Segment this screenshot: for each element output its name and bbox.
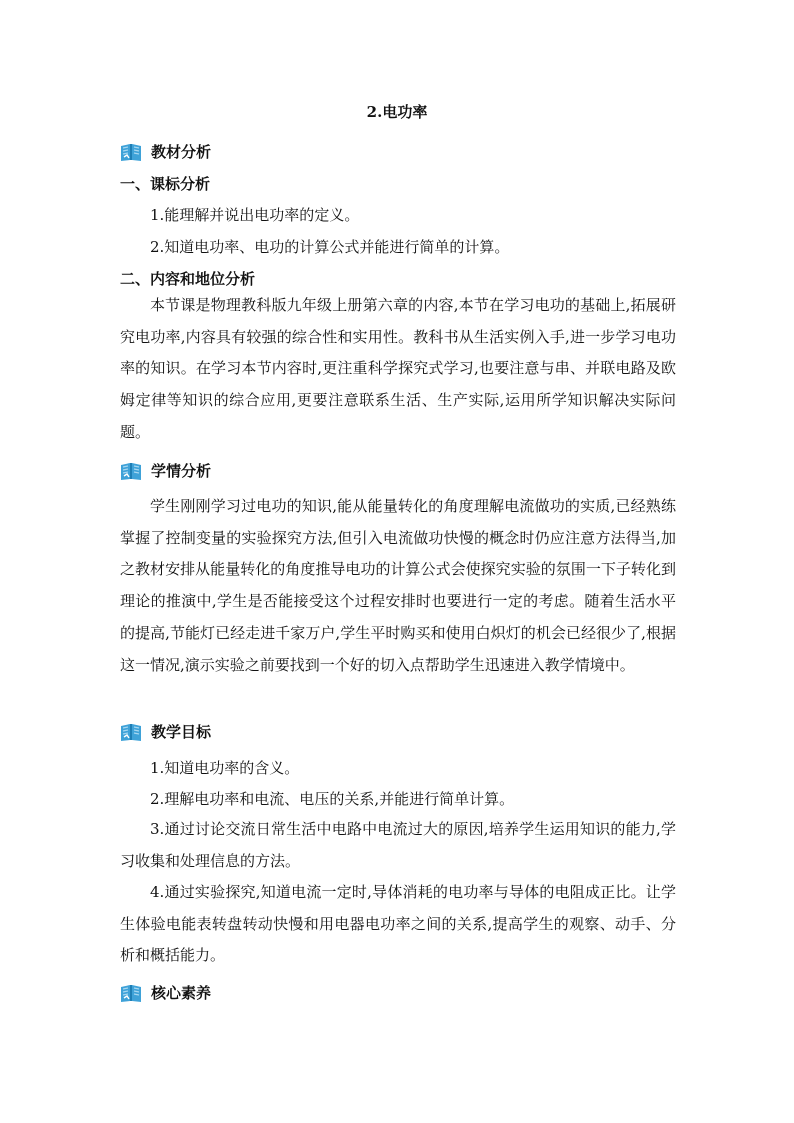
open-book-icon — [120, 142, 142, 162]
section-label: 学情分析 — [151, 462, 212, 480]
section-label: 核心素养 — [151, 984, 212, 1002]
section-label: 教学目标 — [151, 723, 212, 741]
curriculum-item-1: 1.能理解并说出电功率的定义。 — [150, 206, 360, 224]
goal-paragraph-3: 3.通过讨论交流日常生活中电路中电流过大的原因,培养学生运用知识的能力,学习收集和处理信息的方法。 — [120, 820, 676, 870]
student-paragraph: 学生刚刚学习过电功的知识,能从能量转化的角度理解电流做功的实质,已经熟练掌握了控制变量的实验探究方法,但引入电流做功快慢的概念时仍应注意方法得当,加之教材安排从能量转化的角度推导电功的计算公式会使探究实验的氛围一下子转化到理论的推演中,学生是否能接受这个过程安排时也要进行一定的考虑。随着生活水平的提高,节能灯已经走进千家万户,学生平时购买和使用白炽灯的机会已经很少了,根据这一情况,演示实验之前要找到一个好的切入点帮助学生迅速进入教学情境中。 — [120, 497, 676, 674]
section-core-literacy — [120, 980, 211, 1006]
content-paragraph: 本节课是物理教科版九年级上册第六章的内容,本节在学习电功的基础上,拓展研究电功率,内容具有较强的综合性和实用性。教科书从生活实例入手,进一步学习电功率的知识。在学习本节内容时,更注重科学探究式学习,也要注意与串、并联电路及欧姆定律等知识的综合应用,更要注意联系生活、生产实际,运用所学知识解决实际问题。 — [120, 296, 676, 441]
goal-item-1: 1.知道电功率的含义。 — [150, 759, 300, 777]
open-book-icon — [120, 722, 142, 742]
curriculum-item-2: 2.知道电功率、电功的计算公式并能进行简单的计算。 — [150, 238, 510, 256]
open-book-icon — [120, 983, 142, 1003]
section-student-analysis — [120, 458, 211, 484]
content-heading: 二、内容和地位分析 — [120, 270, 256, 288]
section-teaching-goals — [120, 719, 211, 745]
open-book-icon — [120, 461, 142, 481]
section-label: 教材分析 — [151, 143, 212, 161]
goal-paragraph-4: 4.通过实验探究,知道电流一定时,导体消耗的电功率与导体的电阻成正比。让学生体验电能表转盘转动快慢和用电器电功率之间的关系,提高学生的观察、动手、分析和概括能力。 — [120, 883, 676, 965]
curriculum-heading: 一、课标分析 — [120, 175, 211, 193]
page-title: 2.电功率 — [366, 103, 428, 121]
section-textbook-analysis — [120, 139, 211, 165]
goal-item-2: 2.理解电功率和电流、电压的关系,并能进行简单计算。 — [150, 790, 515, 808]
